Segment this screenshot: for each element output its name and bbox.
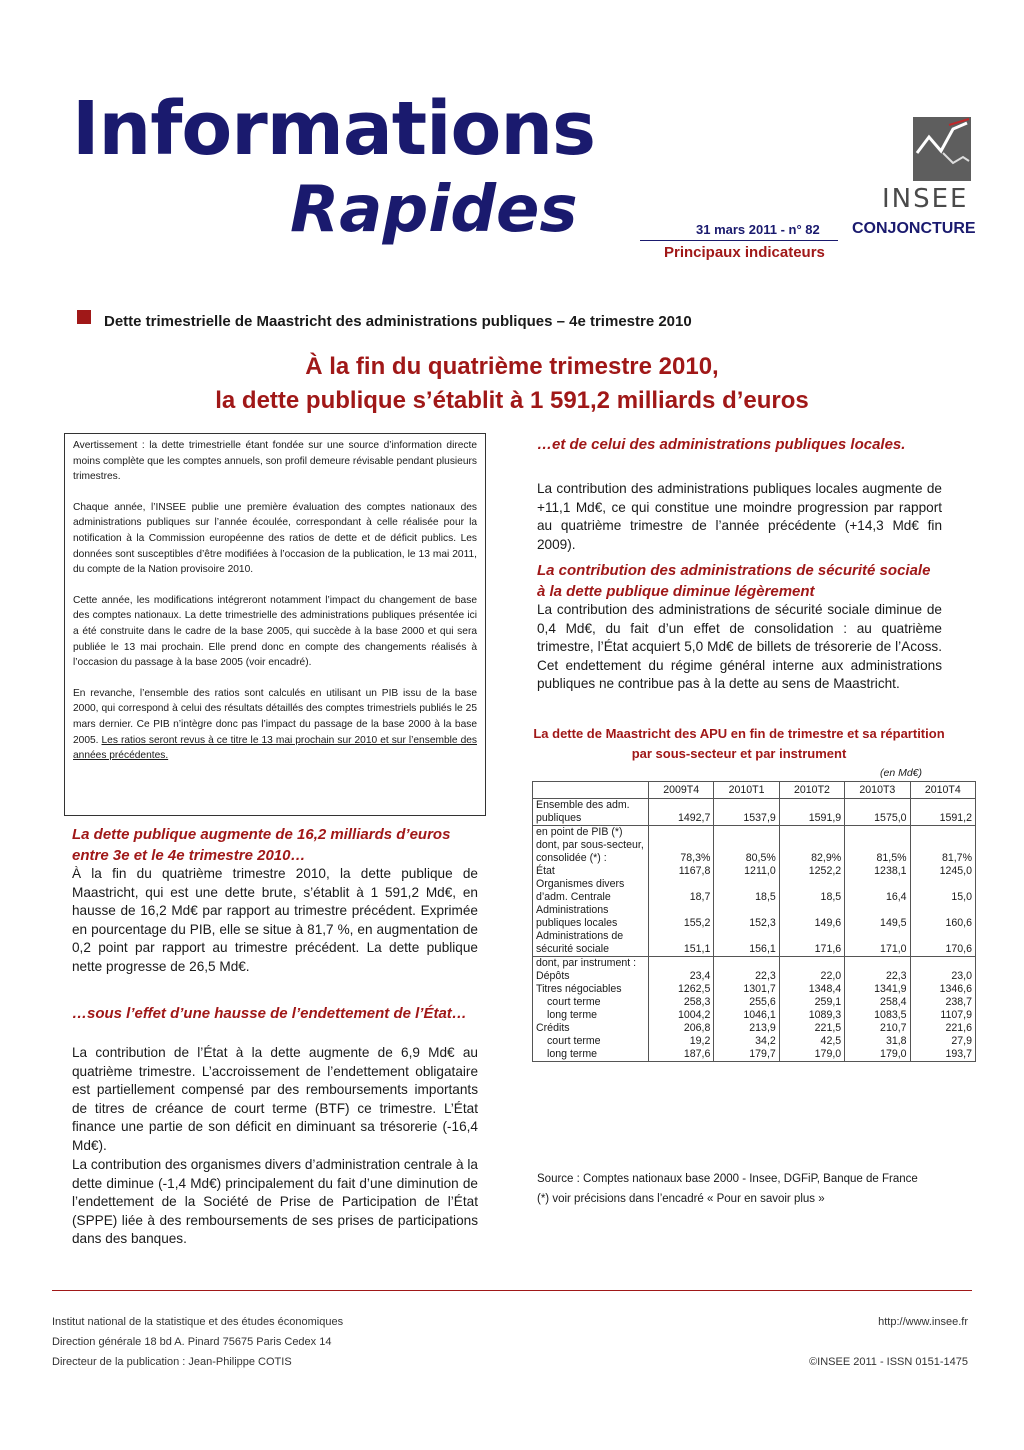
table-cell: 152,3 <box>714 904 779 930</box>
footer-line: Institut national de la statistique et des études économiques <box>52 1316 344 1328</box>
table-cell: 81,7% <box>910 826 975 866</box>
section-title: Dette trimestrielle de Maastricht des administrations publiques – 4e trimestre 2010 <box>104 313 692 330</box>
table-cell: 170,6 <box>910 930 975 957</box>
insee-logo-text: INSEE <box>882 184 969 214</box>
row-label: long terme <box>533 1048 649 1062</box>
table-cell: 155,2 <box>649 904 714 930</box>
table-row <box>533 1009 976 1022</box>
series-label: CONJONCTURE <box>852 220 976 237</box>
masthead-title-informations: Informations <box>72 86 596 172</box>
warning-paragraph: Chaque année, l’INSEE publie une première évaluation des comptes nationaux des administrations publiques sur l’année écoulée, correspondant à celle réalisée pour la notification à la Commission européenne des ratios de dette et de déficit publics. Les données sont susceptibles d’être modifiées à l’occasion de la publication, le 13 mai 2011, du compte de la Nation provisoire 2010. <box>73 501 477 576</box>
headline <box>120 350 904 418</box>
table-cell: 1046,1 <box>714 1009 779 1022</box>
table-row <box>533 996 976 1009</box>
table-header-cell: 2010T1 <box>714 782 779 799</box>
left-subtitle-1: La dette publique augmente de 16,2 milliards d’euros entre 3e et le 4e trimestre 2010… <box>72 826 451 864</box>
table-cell: 18,7 <box>649 878 714 904</box>
table-title: La dette de Maastricht des APU en fin de trimestre et sa répartition par sous-secteur et par instrument <box>533 726 945 761</box>
table-cell: 1245,0 <box>910 865 975 878</box>
table-cell: 23,4 <box>649 970 714 983</box>
row-label: court terme <box>533 1035 649 1048</box>
table-cell: 18,5 <box>714 878 779 904</box>
table-cell: 1167,8 <box>649 865 714 878</box>
table-row <box>533 865 976 878</box>
table-cell: 19,2 <box>649 1035 714 1048</box>
section-bullet <box>77 310 91 324</box>
table-cell: 1591,2 <box>910 799 975 826</box>
table-cell: 149,6 <box>779 904 844 930</box>
table-row <box>533 930 976 957</box>
table-cell: 210,7 <box>845 1022 910 1035</box>
table-cell: 23,0 <box>910 970 975 983</box>
footer-rule <box>52 1290 972 1291</box>
headline-line2: la dette publique s’établit à 1 591,2 milliards d’euros <box>215 387 809 414</box>
row-label: long terme <box>533 1009 649 1022</box>
warning-text: En revanche, l’ensemble des ratios sont calculés en utilisant un PIB issu de la base 2000, qui correspond à celui des résultats détaillés des comptes trimestriels publiés le 25 mars dernier. Ce PIB n’intègre donc pas l’impact du passage de la base 2000 à la base 2005. <box>73 687 477 746</box>
table-cell: 255,6 <box>714 996 779 1009</box>
row-label: dont, par instrument : <box>533 957 649 971</box>
table-cell: 1346,6 <box>910 983 975 996</box>
right-subtitle-1: …et de celui des administrations publiques locales. <box>537 436 906 453</box>
row-label: Ensemble des adm. publiques <box>533 799 649 826</box>
left-paragraph-2: La contribution de l’État à la dette augmente de 6,9 Md€ au quatrième trimestre. L’accroissement de l’endettement obligataire est partiellement compensé par des remboursements importants de titres de créance de court terme (BTF) ce trimestre. L’État finance une partie de son déficit en diminuant sa trésorerie (-16,4 Md€). <box>72 1045 478 1153</box>
table-sector-group <box>533 826 976 957</box>
left-paragraph-3: La contribution des organismes divers d’administration centrale à la dette diminue (-1,4 Md€) principalement du fait d’une diminution de l’endettement de la Société de Prise de Participation de l’État (SPPE) liée à des remboursements de ses prises de participations dans des banques. <box>72 1157 478 1247</box>
table-cell: 206,8 <box>649 1022 714 1035</box>
footer-line: Direction générale 18 bd A. Pinard 75675 Paris Cedex 14 <box>52 1336 332 1348</box>
table-cell: 179,0 <box>845 1048 910 1062</box>
table-cell: 16,4 <box>845 878 910 904</box>
table-cell: 34,2 <box>714 1035 779 1048</box>
warning-underlined-text: Les ratios seront revus à ce titre le 13 mai prochain sur 2010 et sur l’ensemble des années précédentes. <box>73 734 477 762</box>
table-cell: 22,3 <box>714 970 779 983</box>
table-cell: 1211,0 <box>714 865 779 878</box>
table-header-cell: 2009T4 <box>649 782 714 799</box>
table-header-cell <box>533 782 649 799</box>
table-cell: 221,6 <box>910 1022 975 1035</box>
table-cell: 1252,2 <box>779 865 844 878</box>
row-label: Dépôts <box>533 970 649 983</box>
table-row <box>533 1048 976 1062</box>
table-cell: 82,9% <box>779 826 844 866</box>
table-cell: 1004,2 <box>649 1009 714 1022</box>
table-cell: 1591,9 <box>779 799 844 826</box>
warning-box <box>64 433 486 816</box>
table-cell: 15,0 <box>910 878 975 904</box>
footer-copyright: ©INSEE 2011 - ISSN 0151-1475 <box>809 1356 968 1368</box>
table-row <box>533 1022 976 1035</box>
table-cell: 1089,3 <box>779 1009 844 1022</box>
table-header-row <box>533 782 976 799</box>
table-cell: 179,0 <box>779 1048 844 1062</box>
table-header-cell: 2010T2 <box>779 782 844 799</box>
table-cell <box>649 957 714 971</box>
right-paragraph-1: La contribution des administrations publiques locales augmente de +11,1 Md€, ce qui constitue une moindre progression par rapport au quatrième trimestre de l’année précédente (+14,3 Md€ fin 2009). <box>537 481 942 552</box>
table-cell: 1341,9 <box>845 983 910 996</box>
table-unit: (en Md€) <box>880 767 923 779</box>
headline-line1: À la fin du quatrième trimestre 2010, <box>305 353 719 380</box>
table-cell: 160,6 <box>910 904 975 930</box>
table-cell: 31,8 <box>845 1035 910 1048</box>
table-cell: 1492,7 <box>649 799 714 826</box>
row-label: Administrations publiques locales <box>533 904 649 930</box>
table-cell: 1262,5 <box>649 983 714 996</box>
table-row <box>533 1035 976 1048</box>
table-cell: 81,5% <box>845 826 910 866</box>
insee-logo-icon <box>913 117 971 181</box>
table-cell: 213,9 <box>714 1022 779 1035</box>
table-cell: 1348,4 <box>779 983 844 996</box>
table-cell: 156,1 <box>714 930 779 957</box>
table-cell: 258,3 <box>649 996 714 1009</box>
table-row <box>533 970 976 983</box>
row-label: en point de PIB (*) dont, par sous-secteur, consolidée (*) : <box>533 826 649 866</box>
right-paragraph-2: La contribution des administrations de sécurité sociale diminue de 0,4 Md€, du fait d’un effet de consolidation : au quatrième trimestre, l’État acquiert 5,0 Md€ de billets de trésorerie de l’Acoss. Cet endettement du régime général interne aux administrations publiques ne contribue pas à la dette au sens de Maastricht. <box>537 602 942 692</box>
source-text: Source : Comptes nationaux base 2000 - Insee, DGFiP, Banque de France <box>537 1173 918 1185</box>
table-cell: 1083,5 <box>845 1009 910 1022</box>
footer-url-link[interactable]: http://www.insee.fr <box>878 1316 968 1328</box>
row-label: Titres négociables <box>533 983 649 996</box>
right-subtitle-2: La contribution des administrations de sécurité sociale à la dette publique diminue légèrement <box>537 562 931 600</box>
table-cell: 149,5 <box>845 904 910 930</box>
masthead-title-rapides: Rapides <box>290 173 578 247</box>
table-cell: 1107,9 <box>910 1009 975 1022</box>
table-header-cell: 2010T4 <box>910 782 975 799</box>
debt-table <box>532 781 976 1062</box>
table-cell: 22,0 <box>779 970 844 983</box>
row-label: Administrations de sécurité sociale <box>533 930 649 957</box>
footer-right <box>809 1312 968 1372</box>
table-cell <box>845 957 910 971</box>
table-cell: 1537,9 <box>714 799 779 826</box>
table-cell: 187,6 <box>649 1048 714 1062</box>
table-cell: 80,5% <box>714 826 779 866</box>
table-cell: 1301,7 <box>714 983 779 996</box>
table-cell <box>714 957 779 971</box>
table-cell: 27,9 <box>910 1035 975 1048</box>
left-subtitle-2: …sous l’effet d’une hausse de l’endettement de l’État… <box>72 1005 467 1022</box>
table-cell: 151,1 <box>649 930 714 957</box>
row-label: Crédits <box>533 1022 649 1035</box>
table-cell <box>910 957 975 971</box>
footer-address <box>52 1312 343 1372</box>
table-cell: 238,7 <box>910 996 975 1009</box>
row-label: Organismes divers d’adm. Centrale <box>533 878 649 904</box>
note-text: (*) voir précisions dans l’encadré « Pour en savoir plus » <box>537 1193 825 1205</box>
table-cell: 18,5 <box>779 878 844 904</box>
table-row <box>533 826 976 866</box>
table-cell: 171,6 <box>779 930 844 957</box>
masthead-rule <box>640 240 838 241</box>
table-cell: 221,5 <box>779 1022 844 1035</box>
row-label: État <box>533 865 649 878</box>
warning-paragraph: Cette année, les modifications intégreront notamment l’impact du changement de base des comptes nationaux. La dette trimestrielle des administrations publiques présentée ici a été construite dans le cadre de la base 2005, qui succède à la base 2000 et qui sera publiée le 13 mai prochain. Elle prend donc en compte des changements réalisés à l’occasion du passage à la base 2005 (voir encadré). <box>73 594 477 669</box>
table-row <box>533 799 976 826</box>
footer-line: Directeur de la publication : Jean-Philippe COTIS <box>52 1356 292 1368</box>
table-row <box>533 904 976 930</box>
table-cell: 193,7 <box>910 1048 975 1062</box>
warning-paragraph: Avertissement : la dette trimestrielle étant fondée sur une source d’information directe moins complète que les comptes annuels, son profil demeure révisable pendant plusieurs trimestres. <box>73 440 477 483</box>
table-cell: 42,5 <box>779 1035 844 1048</box>
row-label: court terme <box>533 996 649 1009</box>
issue-date-number: 31 mars 2011 - n° 82 <box>696 222 820 237</box>
table-cell: 258,4 <box>845 996 910 1009</box>
table-cell <box>779 957 844 971</box>
table-source <box>537 1172 937 1207</box>
table-instrument-group <box>533 957 976 1062</box>
table-header-cell: 2010T3 <box>845 782 910 799</box>
table-cell: 78,3% <box>649 826 714 866</box>
table-cell: 259,1 <box>779 996 844 1009</box>
table-cell: 179,7 <box>714 1048 779 1062</box>
subseries-label: Principaux indicateurs <box>664 244 825 261</box>
table-row <box>533 878 976 904</box>
left-paragraph-1: À la fin du quatrième trimestre 2010, la dette publique de Maastricht, qui est une dette brute, s’établit à 1 591,2 Md€, en hausse de 16,2 Md€ par rapport au trimestre précédent. Exprimée en pourcentage du PIB, elle se situe à 81,7 %, en augmentation de 0,2 point par rapport au trimestre précédent. La dette publique nette progresse de 26,5 Md€. <box>72 866 478 974</box>
table-cell: 1238,1 <box>845 865 910 878</box>
table-cell: 171,0 <box>845 930 910 957</box>
table-cell: 1575,0 <box>845 799 910 826</box>
table-cell: 22,3 <box>845 970 910 983</box>
table-row <box>533 957 976 971</box>
table-row <box>533 983 976 996</box>
warning-paragraph <box>73 686 477 764</box>
